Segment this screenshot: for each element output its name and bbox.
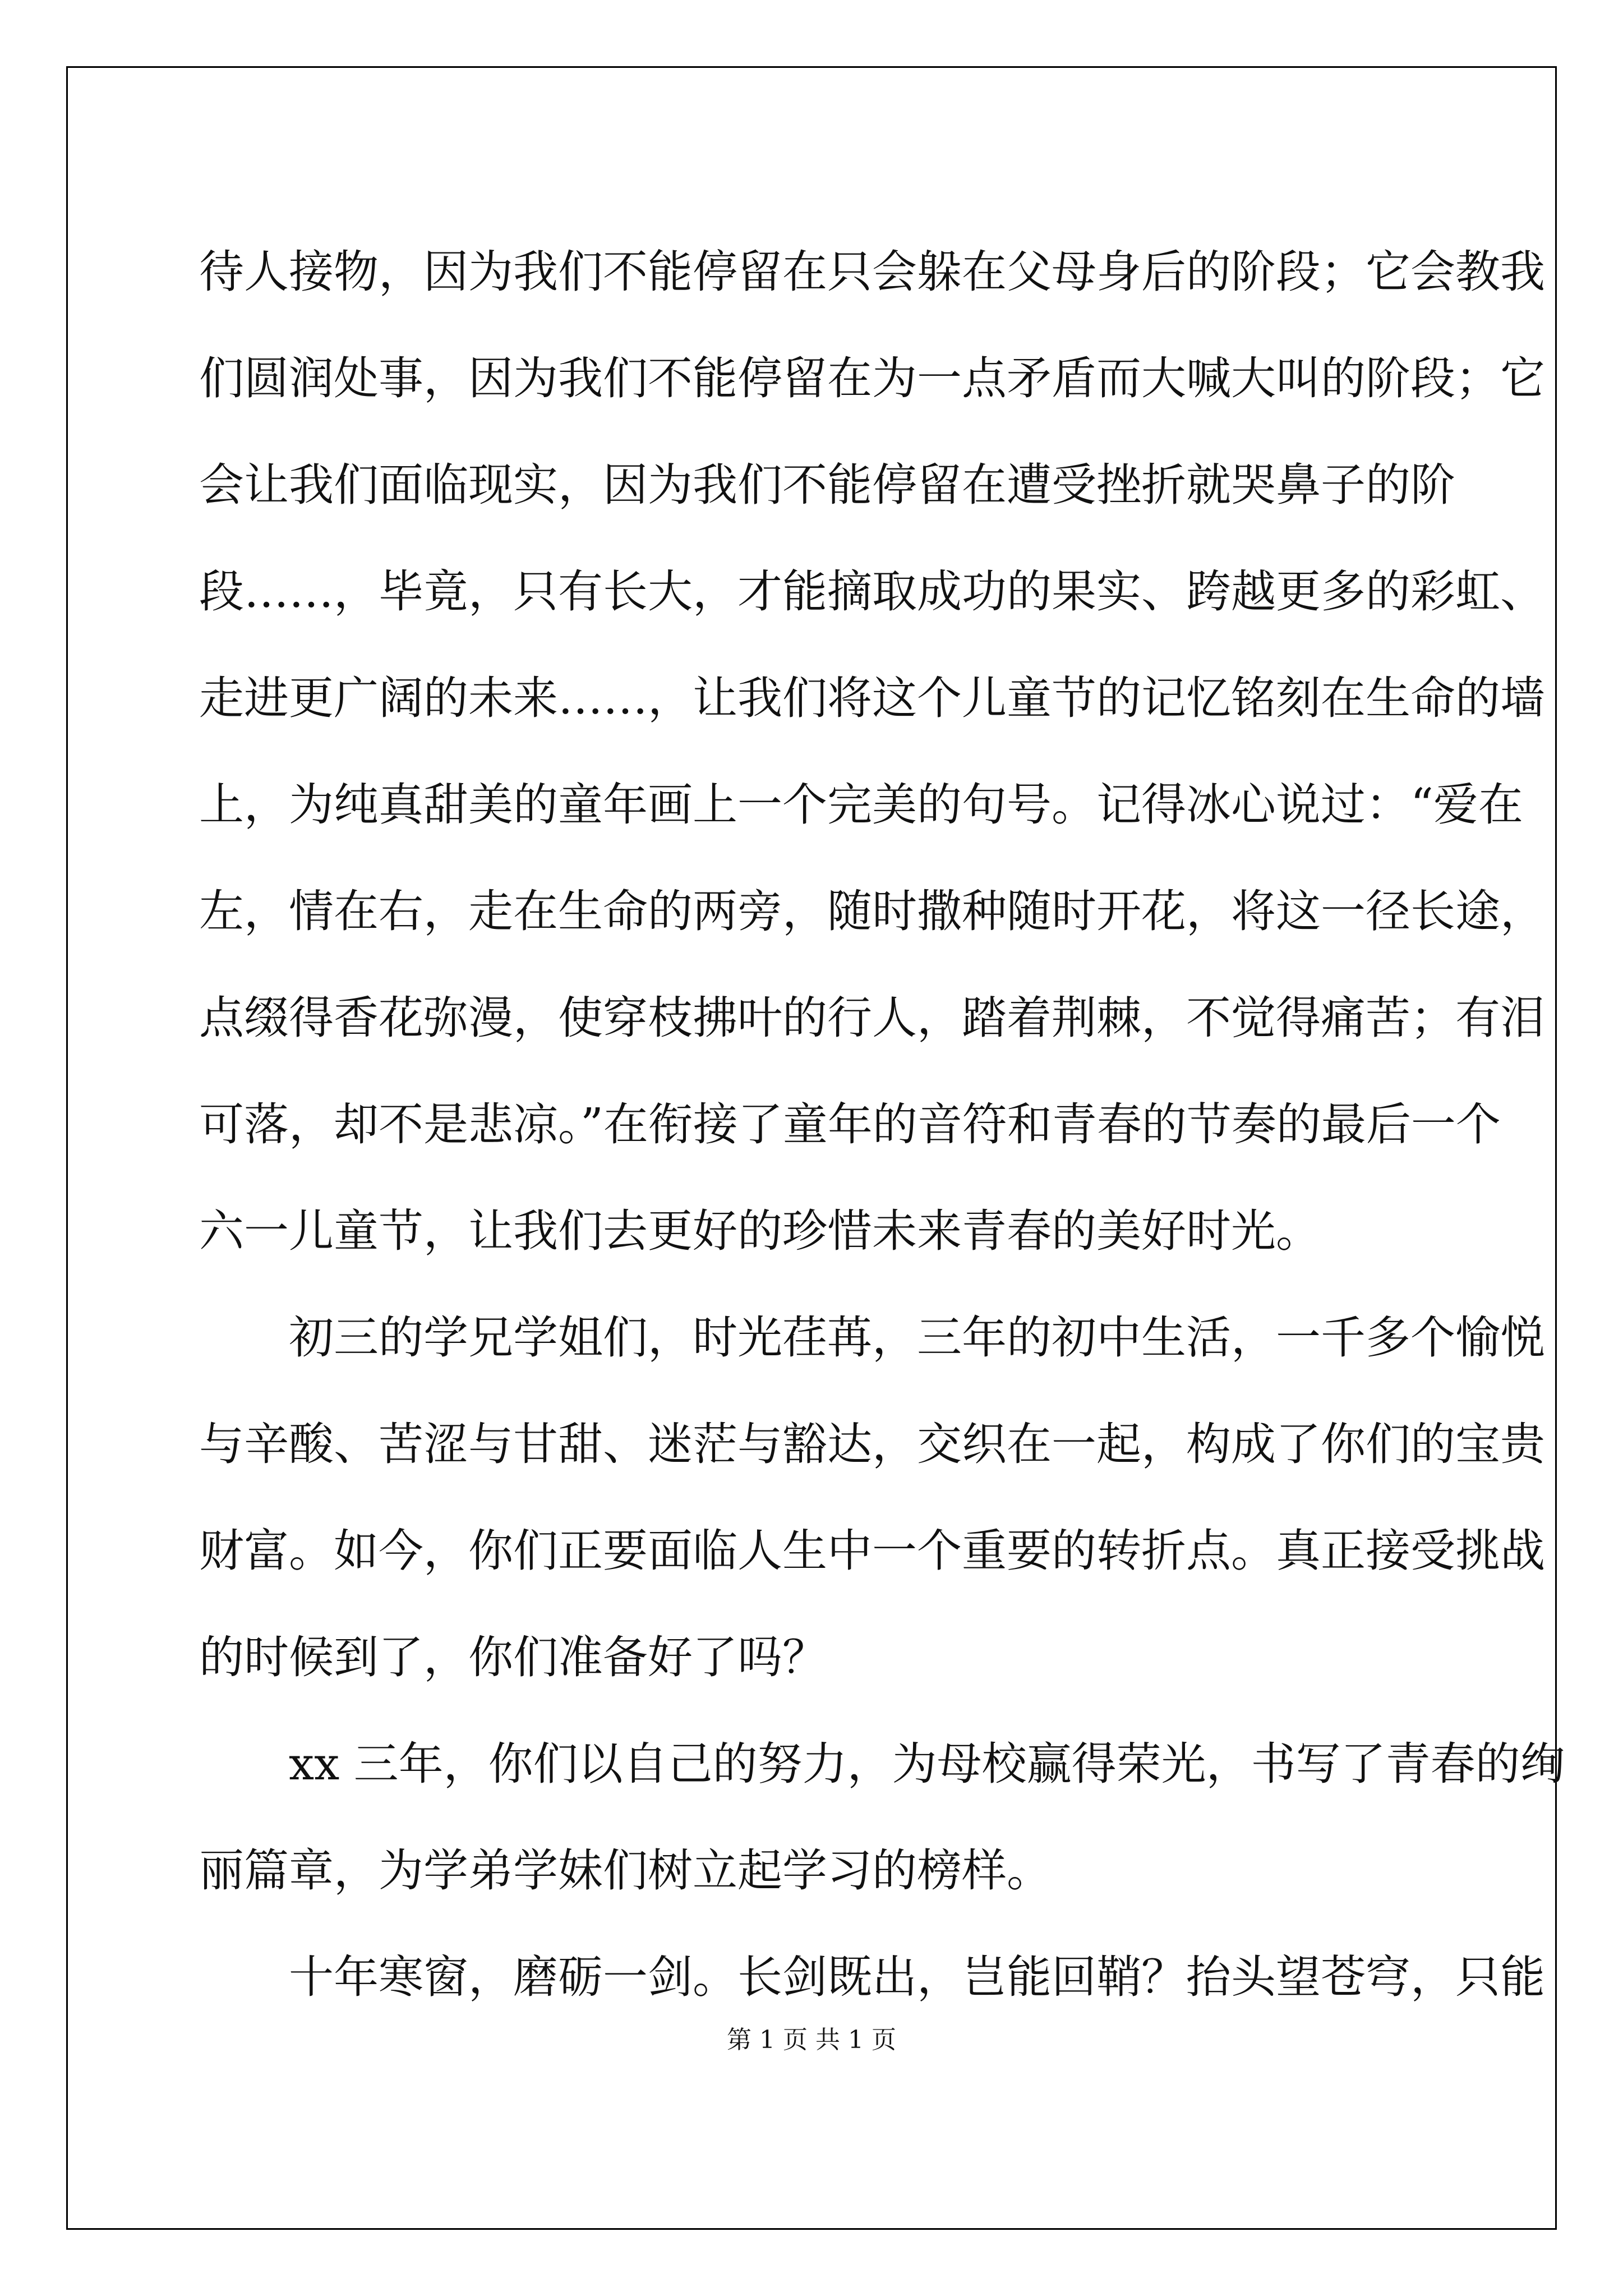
text-line: 段……，毕竟，只有长大，才能摘取成功的果实、跨越更多的彩虹、 [199, 565, 1545, 618]
text-line: xx 三年，你们以自己的努力，为母校赢得荣光，书写了青春的绚 [289, 1738, 1565, 1790]
text-line: 可落，却不是悲凉。”在衔接了童年的音符和青春的节奏的最后一个 [199, 1098, 1501, 1151]
text-line: 与辛酸、苦涩与甘甜、迷茫与豁达，交织在一起，构成了你们的宝贵 [199, 1418, 1545, 1470]
text-line: 丽篇章，为学弟学妹们树立起学习的榜样。 [199, 1844, 1052, 1897]
document-body [199, 219, 1565, 2031]
text-line: 上，为纯真甜美的童年画上一个完美的句号。记得冰心说过：“爱在 [199, 779, 1523, 831]
text-line: 们圆润处事，因为我们不能停留在为一点矛盾而大喊大叫的阶段；它 [199, 352, 1545, 404]
text-line: 的时候到了，你们准备好了吗？ [199, 1631, 827, 1683]
page-footer: 第 1 页 共 1 页 [727, 2026, 896, 2054]
text-line: 会让我们面临现实，因为我们不能停留在遭受挫折就哭鼻子的阶 [199, 459, 1455, 511]
text-line: 待人接物，因为我们不能停留在只会躲在父母身后的阶段；它会教我 [199, 246, 1545, 298]
text-line: 走进更广阔的未来……，让我们将这个儿童节的记忆铭刻在生命的墙 [199, 672, 1545, 724]
text-line: 初三的学兄学姐们，时光荏苒，三年的初中生活，一千多个愉悦 [289, 1312, 1545, 1364]
text-line: 左，情在右，走在生命的两旁，随时撒种随时开花，将这一径长途， [199, 885, 1545, 937]
text-line: 财富。如今，你们正要面临人生中一个重要的转折点。真正接受挑战 [199, 1525, 1545, 1577]
text-line: 十年寒窗，磨砺一剑。长剑既出，岂能回鞘？抬头望苍穹，只能 [289, 1951, 1545, 2003]
text-line: 六一儿童节，让我们去更好的珍惜未来青春的美好时光。 [199, 1205, 1321, 1257]
text-line: 点缀得香花弥漫，使穿枝拂叶的行人，踏着荆棘，不觉得痛苦；有泪 [199, 992, 1545, 1044]
